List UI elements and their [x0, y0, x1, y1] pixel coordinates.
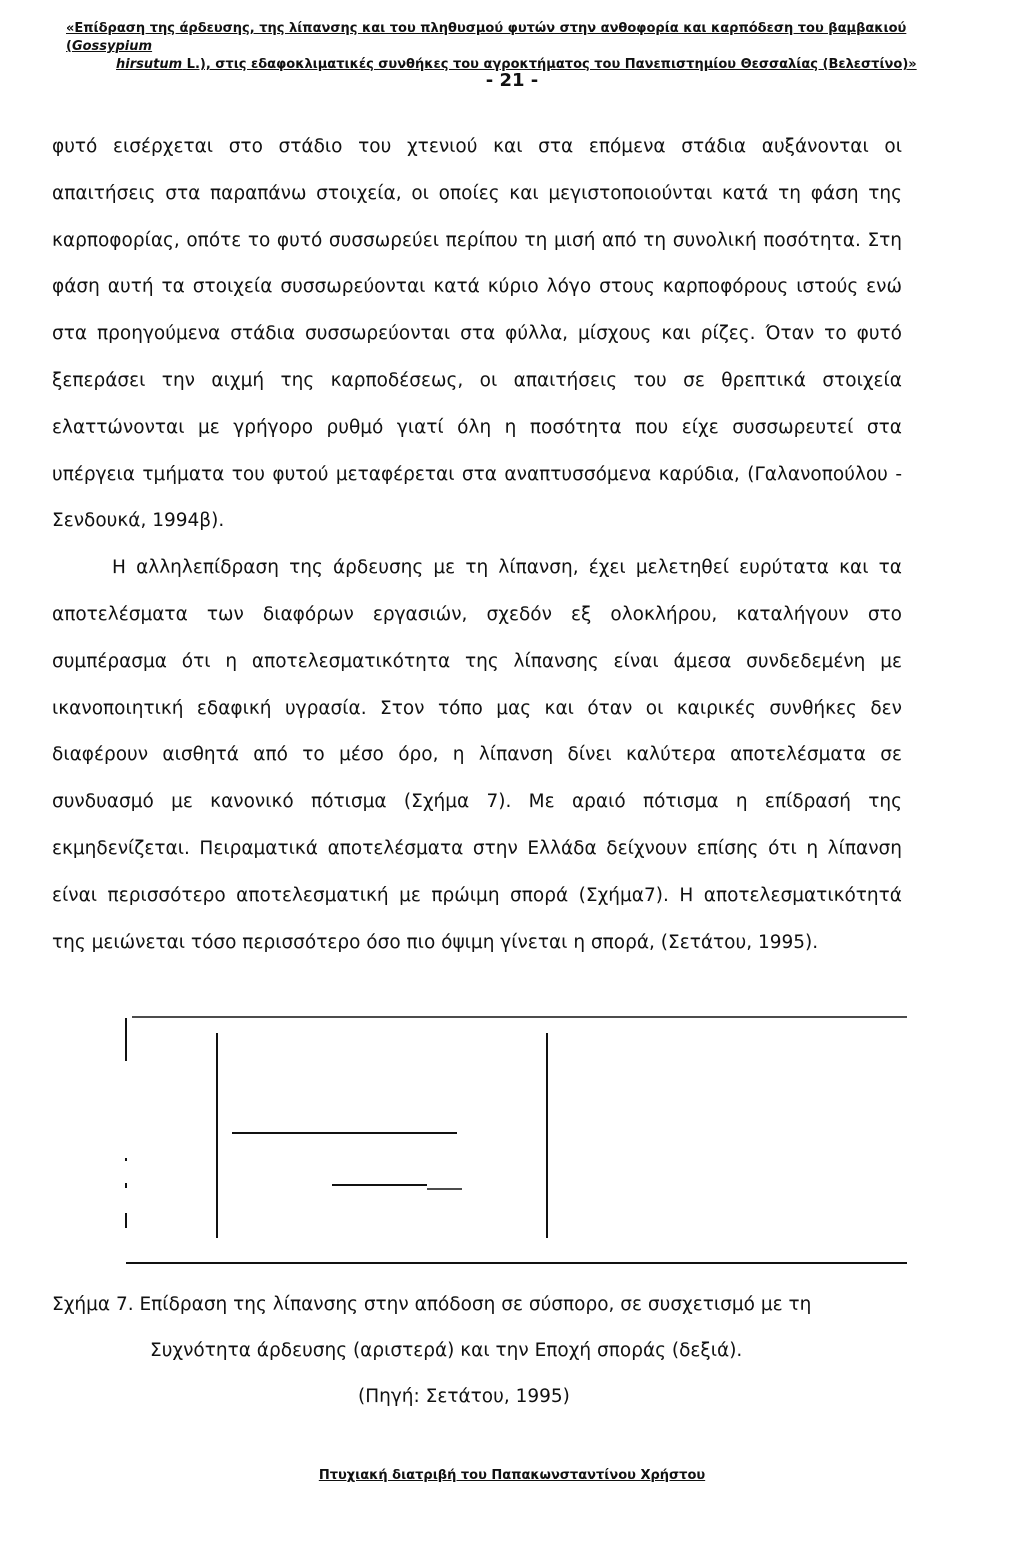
- figure-caption: [52, 1282, 952, 1420]
- page-number: - 21 -: [485, 70, 539, 91]
- running-footer: Πτυχιακή διατριβή του Παπακωνσταντίνου Χρήστου: [318, 1468, 706, 1483]
- paragraph: Η αλληλεπίδραση της άρδευσης με τη λίπανση, έχει μελετηθεί ευρύτατα και τα αποτελέσματα των διαφόρων εργασιών, σχεδόν εξ ολοκλήρου, καταλήγουν στο συμπέρασμα ότι η αποτελεσματικότητα της λίπανσης είναι άμεσα συνδεδεμένη με ικανοποιητική εδαφική υγρασία. Στον τόπο μας και όταν οι καιρικές συνθήκες δεν διαφέρουν αισθητά από το μέσο όρο, η λίπανση δίνει καλύτερα αποτελέσματα σε συνδυασμό με κανονικό πότισμα (Σχήμα 7). Με αραιό πότισμα η επίδρασή της εκμηδενίζεται. Πειραματικά αποτελέσματα στην Ελλάδα δείχνουν επίσης ότι η λίπανση είναι περισσότερο αποτελεσματική με πρώιμη σπορά (Σχήμα7). Η αποτελεσματικότητά της μειώνεται τόσο περισσότερο όσο πιο όψιμη γίνεται η σπορά, (Σετάτου, 1995).: [52, 557, 902, 953]
- paragraph: φυτό εισέρχεται στο στάδιο του χτενιού και στα επόμενα στάδια αυξάνονται οι απαιτήσεις στα παραπάνω στοιχεία, οι οποίες και μεγιστοποιούνται κατά τη φάση της καρποφορίας, οπότε το φυτό συσσωρεύει περίπου τη μισή από τη συνολική ποσότητα. Στη φάση αυτή τα στοιχεία συσσωρεύονται κατά κύριο λόγο στους καρποφόρους ιστούς ενώ στα προηγούμενα στάδια συσσωρεύονται στα φύλλα, μίσχους και ρίζες. Όταν το φυτό ξεπεράσει την αιχμή της καρποδέσεως, οι απαιτήσεις του σε θρεπτικά στοιχεία ελαττώνονται με γρήγορο ρυθμό γιατί όλη η ποσότητα που είχε συσσωρευτεί στα υπέργεια τμήματα του φυτού μεταφέρεται στα αναπτυσσόμενα καρύδια, (Γαλανοπούλου - Σενδουκά, 1994β).: [52, 136, 902, 532]
- header-line-1: [66, 20, 946, 56]
- header-italic-genus: Gossypium: [71, 39, 153, 54]
- header-text: «Επίδραση της άρδευσης, της λίπανσης και του πληθυσμού φυτών στην ανθοφορία και καρπόδεση του βαμβακιού (: [66, 21, 907, 54]
- running-header: [66, 20, 946, 74]
- body-text: [52, 124, 902, 966]
- header-italic-species: hirsutum: [116, 57, 183, 72]
- caption-line: Συχνότητα άρδευσης (αριστερά) και την Εποχή σποράς (δεξιά).: [150, 1340, 743, 1361]
- figure-image: [122, 1013, 907, 1268]
- caption-line: Σχήμα 7. Επίδραση της λίπανσης στην απόδοση σε σύσπορο, σε συσχετισμό με τη: [52, 1294, 812, 1315]
- figure-7: [122, 1013, 907, 1268]
- caption-source: (Πηγή: Σετάτου, 1995): [358, 1386, 570, 1407]
- header-text-cont: L.), στις εδαφοκλιματικές συνθήκες του αγροκτήματος του Πανεπιστημίου Θεσσαλίας (Βελεστίνο)»: [182, 57, 917, 72]
